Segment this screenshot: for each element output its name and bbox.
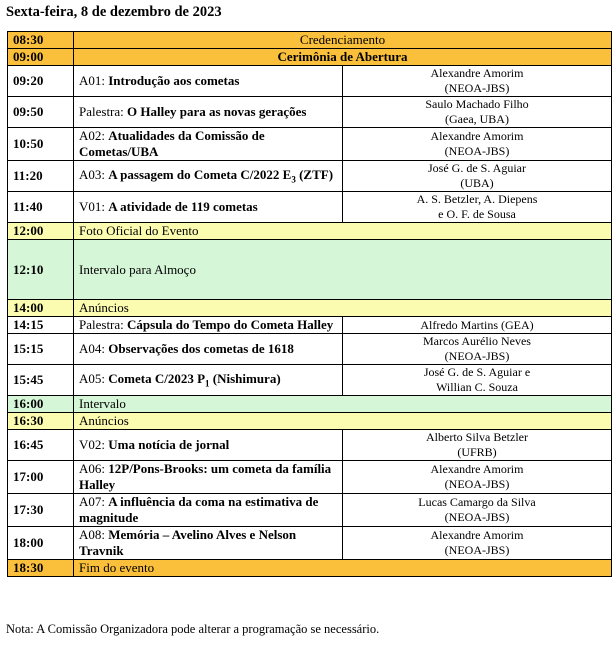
talk-description <box>74 334 343 365</box>
talk-title-text: 12P/Pons-Brooks: um cometa da família Halley <box>79 461 332 492</box>
talk-description <box>74 527 343 560</box>
time-cell: 12:10 <box>8 240 74 300</box>
talk-code: A01: <box>79 73 109 88</box>
time-cell: 08:30 <box>8 32 74 49</box>
schedule-row <box>8 32 612 49</box>
schedule-row <box>8 365 612 396</box>
talk-code: A06: <box>79 461 109 476</box>
time-cell: 16:00 <box>8 396 74 413</box>
speaker-cell <box>343 192 612 223</box>
speaker-line: Alberto Silva Betzler <box>426 430 528 444</box>
speaker-line: (NEOA-JBS) <box>444 510 510 524</box>
schedule-row <box>8 161 612 192</box>
time-cell: 11:40 <box>8 192 74 223</box>
speaker-line: José G. de S. Aguiar <box>428 161 526 175</box>
speaker-cell <box>343 128 612 161</box>
info-text: Anúncios <box>74 413 612 430</box>
schedule-row <box>8 334 612 365</box>
talk-title-text: A influência da coma na estimativa de magnitude <box>79 494 319 525</box>
talk-description <box>74 317 343 334</box>
info-text: Intervalo para Almoço <box>74 240 612 300</box>
speaker-line: e O. F. de Sousa <box>438 207 516 221</box>
talk-code: V01: <box>79 199 109 214</box>
talk-title <box>108 371 281 389</box>
schedule-row <box>8 494 612 527</box>
schedule-row <box>8 66 612 97</box>
schedule-body <box>8 32 612 577</box>
speaker-line: A. S. Betzler, A. Diepens <box>416 192 538 206</box>
talk-title <box>79 461 331 492</box>
talk-description <box>74 128 343 161</box>
talk-title-suffix: (Nishimura) <box>209 371 281 387</box>
talk-title <box>108 341 294 356</box>
speaker-cell <box>343 430 612 461</box>
speaker-line: Alexandre Amorim <box>430 528 524 542</box>
speaker-cell <box>343 494 612 527</box>
speaker-line: (NEOA-JBS) <box>444 477 510 491</box>
talk-title-suffix: (ZTF) <box>295 167 334 183</box>
speaker-cell <box>343 66 612 97</box>
talk-title-text: Memória – Avelino Alves e Nelson Travnik <box>79 527 297 558</box>
talk-code: A04: <box>79 341 109 356</box>
talk-title <box>108 167 334 185</box>
talk-title <box>79 527 296 558</box>
talk-title-text: Cometa C/2023 P <box>108 371 206 387</box>
schedule-row <box>8 430 612 461</box>
talk-code: A05: <box>79 371 109 387</box>
talk-code: A08: <box>79 527 109 542</box>
footnote: Nota: A Comissão Organizadora pode alterar a programação se necessário. <box>6 622 380 636</box>
talk-code: V02: <box>79 437 109 452</box>
speaker-line: (UBA) <box>460 176 494 190</box>
schedule-row <box>8 317 612 334</box>
speaker-line: (NEOA-JBS) <box>444 543 510 557</box>
schedule-row <box>8 461 612 494</box>
speaker-cell <box>343 161 612 192</box>
talk-title-text: Uma notícia de jornal <box>108 437 230 452</box>
speaker-line: Alexandre Amorim <box>430 129 524 143</box>
time-cell: 10:50 <box>8 128 74 161</box>
time-cell: 09:00 <box>8 49 74 66</box>
session-title: Credenciamento <box>74 32 612 49</box>
talk-title <box>127 104 306 119</box>
talk-title-text: Introdução aos cometas <box>108 73 240 88</box>
time-cell: 14:15 <box>8 317 74 334</box>
talk-description <box>74 365 343 396</box>
talk-description <box>74 494 343 527</box>
talk-code: A02: <box>79 128 109 143</box>
speaker-line: (NEOA-JBS) <box>444 144 510 158</box>
talk-description <box>74 461 343 494</box>
time-cell: 09:20 <box>8 66 74 97</box>
speaker-line: Alfredo Martins (GEA) <box>420 317 534 332</box>
speaker-line: Saulo Machado Filho <box>425 97 529 111</box>
speaker-line: Lucas Camargo da Silva <box>418 495 536 509</box>
time-cell: 15:45 <box>8 365 74 396</box>
time-cell: 16:45 <box>8 430 74 461</box>
speaker-cell <box>343 527 612 560</box>
session-title: Cerimônia de Abertura <box>74 49 612 66</box>
schedule-row <box>8 128 612 161</box>
schedule-row <box>8 560 612 577</box>
talk-title <box>108 199 258 214</box>
speaker-line: (NEOA-JBS) <box>444 81 510 95</box>
info-text: Anúncios <box>74 300 612 317</box>
talk-title-subscript: 1 <box>205 378 210 389</box>
talk-title-text: Observações dos cometas de 1618 <box>108 341 294 356</box>
schedule-row <box>8 223 612 240</box>
speaker-line: Willian C. Souza <box>436 380 518 394</box>
talk-title <box>127 317 333 332</box>
talk-code: A03: <box>79 167 109 183</box>
talk-title <box>108 437 229 452</box>
speaker-line: Marcos Aurélio Neves <box>423 334 531 348</box>
time-cell: 15:15 <box>8 334 74 365</box>
schedule-row <box>8 240 612 300</box>
talk-code: Palestra: <box>79 104 128 119</box>
talk-description <box>74 97 343 128</box>
time-cell: 18:00 <box>8 527 74 560</box>
time-cell: 17:30 <box>8 494 74 527</box>
time-cell: 11:20 <box>8 161 74 192</box>
speaker-line: (Gaea, UBA) <box>445 112 509 126</box>
speaker-line: Alexandre Amorim <box>430 66 524 80</box>
schedule-row <box>8 49 612 66</box>
talk-title-text: Atualidades da Comissão de Cometas/UBA <box>79 128 265 159</box>
schedule-row <box>8 192 612 223</box>
talk-description <box>74 430 343 461</box>
speaker-cell <box>343 461 612 494</box>
talk-title-text: A passagem do Cometa C/2022 E <box>108 167 292 183</box>
schedule-row <box>8 413 612 430</box>
time-cell: 14:00 <box>8 300 74 317</box>
talk-description <box>74 161 343 192</box>
speaker-line: (UFRB) <box>457 445 497 459</box>
speaker-cell <box>343 97 612 128</box>
time-cell: 16:30 <box>8 413 74 430</box>
talk-title-text: O Halley para as novas gerações <box>127 104 307 119</box>
talk-code: Palestra: <box>79 317 128 332</box>
schedule-row <box>8 97 612 128</box>
talk-code: A07: <box>79 494 109 509</box>
speaker-cell <box>343 317 612 334</box>
talk-title-text: Cápsula do Tempo do Cometa Halley <box>127 317 334 332</box>
info-text: Intervalo <box>74 396 612 413</box>
time-cell: 12:00 <box>8 223 74 240</box>
schedule-table <box>7 31 612 577</box>
talk-description <box>74 66 343 97</box>
time-cell: 09:50 <box>8 97 74 128</box>
time-cell: 18:30 <box>8 560 74 577</box>
schedule-row <box>8 396 612 413</box>
talk-title-text: A atividade de 119 cometas <box>108 199 258 214</box>
time-cell: 17:00 <box>8 461 74 494</box>
talk-title <box>108 73 239 88</box>
speaker-line: José G. de S. Aguiar e <box>423 365 531 379</box>
speaker-cell <box>343 334 612 365</box>
info-text: Fim do evento <box>74 560 612 577</box>
schedule-row <box>8 527 612 560</box>
talk-description <box>74 192 343 223</box>
speaker-line: Alexandre Amorim <box>430 462 524 476</box>
schedule-row <box>8 300 612 317</box>
info-text: Foto Oficial do Evento <box>74 223 612 240</box>
talk-title-subscript: 3 <box>291 174 296 185</box>
talk-title <box>79 494 318 525</box>
page-title: Sexta-feira, 8 de dezembro de 2023 <box>6 4 222 20</box>
speaker-line: (NEOA-JBS) <box>444 349 510 363</box>
speaker-cell <box>343 365 612 396</box>
